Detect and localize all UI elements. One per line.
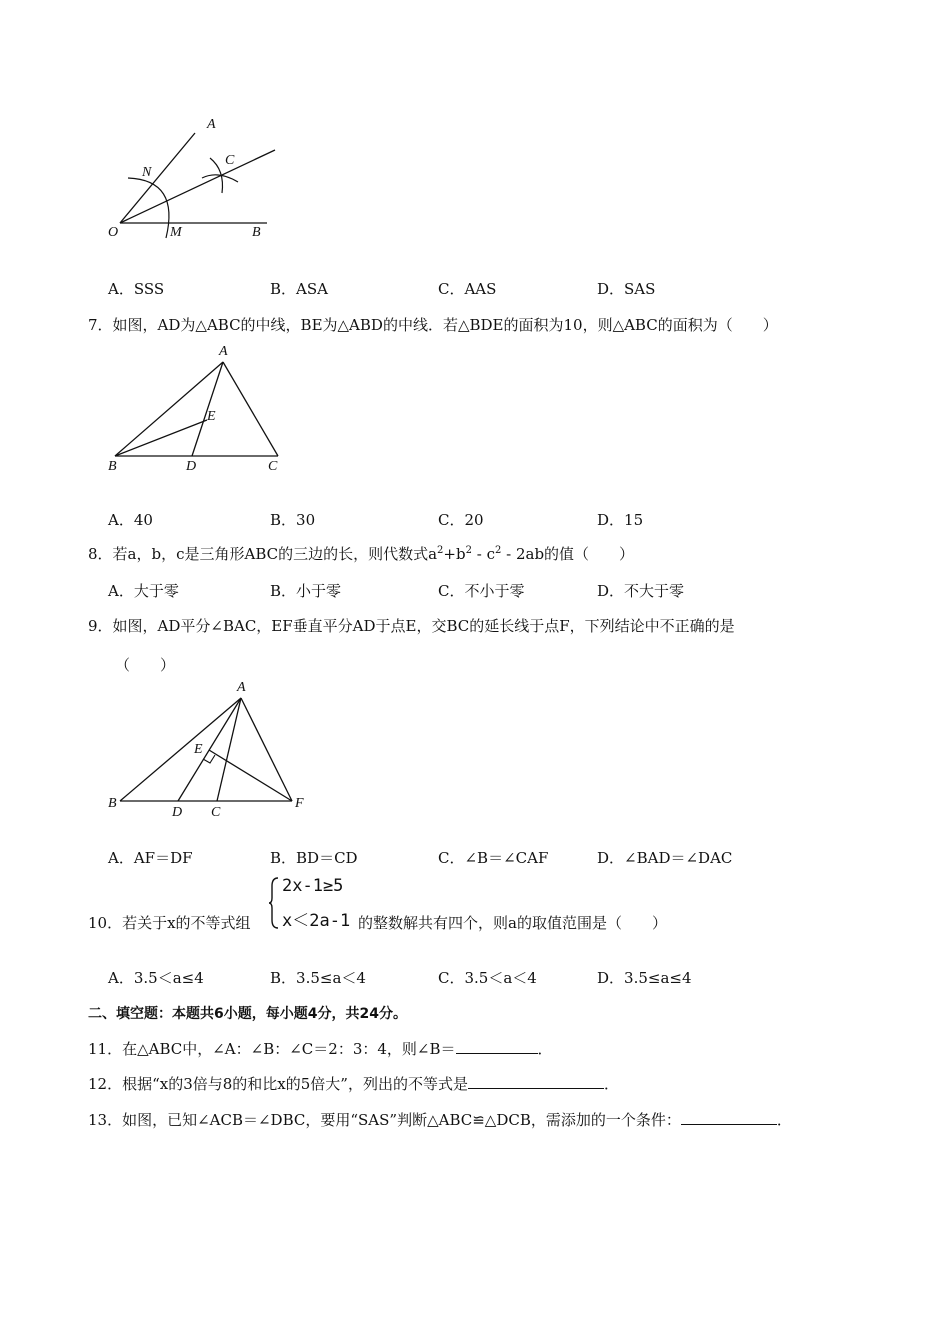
q7-figure	[100, 340, 300, 475]
q9-answer-paren: （ ）	[115, 656, 176, 674]
q12-answer-blank[interactable]	[468, 1074, 604, 1089]
q13-question	[88, 1109, 792, 1130]
q12-end: ．	[603, 1075, 619, 1093]
q10-option-c[interactable]: C．3.5＜a＜4	[438, 969, 537, 987]
q9-option-a[interactable]: A．AF＝DF	[108, 849, 193, 867]
inequality-brace	[268, 876, 280, 930]
q9-option-b[interactable]: B．BD＝CD	[270, 849, 358, 867]
q9-question: 9．如图，AD平分∠BAC，EF垂直平分AD于点E，交BC的延长线于点F，下列结论中不正确的是	[88, 617, 735, 635]
q10-option-b[interactable]: B．3.5≤a＜4	[270, 969, 366, 987]
q6-option-c[interactable]: C．AAS	[438, 280, 497, 298]
q13-text: 13．如图，已知∠ACB＝∠DBC，要用“SAS”判断△ABC≌△DCB，需添加的一个条件：	[88, 1111, 681, 1129]
q6-label-m: M	[170, 225, 182, 240]
q9-label-a: A	[237, 680, 246, 695]
q9-option-c[interactable]: C．∠B＝∠CAF	[438, 849, 549, 867]
q9-label-b: B	[108, 796, 117, 811]
q9-figure	[100, 676, 320, 826]
q8-option-d[interactable]: D．不大于零	[597, 582, 685, 600]
q8-text-after: - 2ab的值（ ）	[501, 545, 635, 563]
q11-text: 11．在△ABC中，∠A：∠B：∠C＝2：3：4，则∠B＝	[88, 1040, 456, 1058]
q12-question	[88, 1073, 619, 1094]
q8-question	[88, 543, 634, 564]
q7-option-a[interactable]: A．40	[108, 511, 153, 529]
q6-label-o: O	[108, 225, 119, 240]
q8-sup-2: 2	[465, 545, 472, 556]
q8-sup-1: 2	[437, 545, 444, 556]
q10-option-a[interactable]: A．3.5＜a≤4	[108, 969, 204, 987]
q7-label-e: E	[207, 409, 216, 424]
q9-label-d: D	[172, 805, 183, 820]
q10-option-d[interactable]: D．3.5≤a≤4	[597, 969, 692, 987]
q10-text-after: 的整数解共有四个，则a的取值范围是（ ）	[358, 914, 667, 932]
q11-end: ．	[537, 1040, 553, 1058]
q10-inequality-2: x＜2a-1	[282, 911, 351, 931]
q6-option-d[interactable]: D．SAS	[597, 280, 656, 298]
q7-label-a: A	[219, 344, 228, 359]
q10-text-before: 10．若关于x的不等式组	[88, 914, 251, 932]
q6-option-b[interactable]: B．ASA	[270, 280, 328, 298]
q9-label-e: E	[194, 742, 203, 757]
q8-sup-3: 2	[494, 545, 502, 556]
q7-label-c: C	[268, 459, 278, 474]
q8-option-b[interactable]: B．小于零	[270, 582, 342, 600]
q7-option-d[interactable]: D．15	[597, 511, 644, 529]
q6-label-b: B	[252, 225, 261, 240]
q8-text-before: 8．若a，b，c是三角形ABC的三边的长，则代数式a	[88, 545, 438, 563]
q8-option-a[interactable]: A．大于零	[108, 582, 179, 600]
q7-label-d: D	[186, 459, 197, 474]
q8-text-mid2: - c	[471, 545, 495, 563]
q9-label-f: F	[295, 796, 304, 811]
q13-end: ．	[776, 1111, 792, 1129]
q7-question: 7．如图，AD为△ABC的中线，BE为△ABD的中线．若△BDE的面积为10，则△ABC的面积为（ ）	[88, 316, 778, 334]
q8-text-mid1: +b	[443, 545, 466, 563]
q7-label-b: B	[108, 459, 117, 474]
q11-question	[88, 1038, 553, 1059]
q11-answer-blank[interactable]	[456, 1039, 538, 1054]
q10-inequality-1: 2x-1≥5	[282, 876, 344, 896]
q6-label-c: C	[225, 153, 235, 168]
q6-label-a: A	[207, 117, 216, 132]
q6-label-n: N	[142, 165, 152, 180]
q8-option-c[interactable]: C．不小于零	[438, 582, 525, 600]
q13-answer-blank[interactable]	[681, 1110, 777, 1125]
q9-option-d[interactable]: D．∠BAD＝∠DAC	[597, 849, 733, 867]
q12-text: 12．根据“x的3倍与8的和比x的5倍大”，列出的不等式是	[88, 1075, 468, 1093]
q9-label-c: C	[211, 805, 221, 820]
q6-option-a[interactable]: A．SSS	[108, 280, 165, 298]
section-heading: 二、填空题：本题共6小题，每小题4分，共24分。	[88, 1006, 407, 1022]
q7-option-c[interactable]: C．20	[438, 511, 484, 529]
q6-figure	[100, 108, 290, 248]
q7-option-b[interactable]: B．30	[270, 511, 316, 529]
